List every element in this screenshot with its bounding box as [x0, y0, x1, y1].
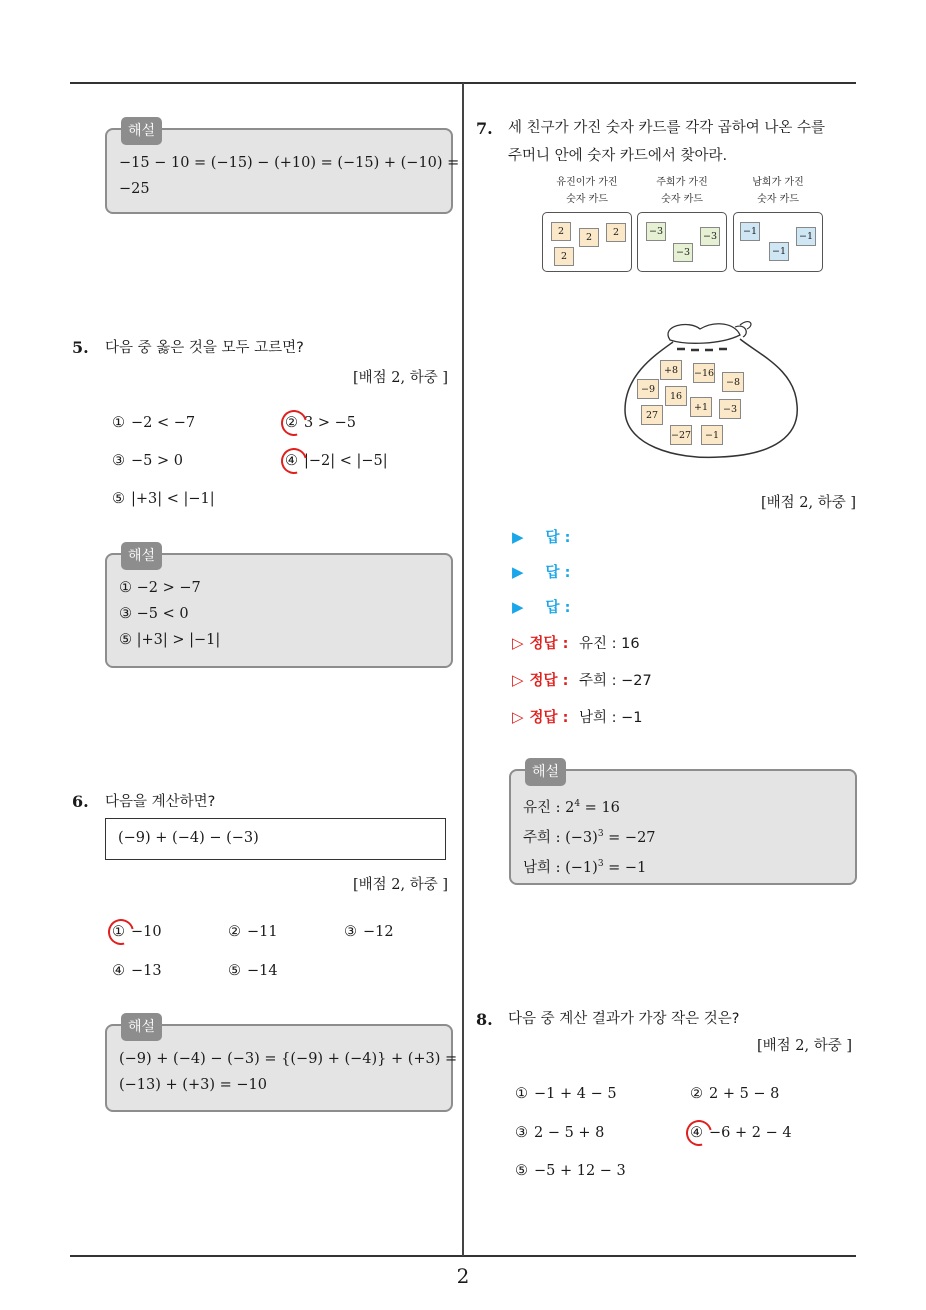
option-text: 2 + 5 − 8 [709, 1086, 780, 1102]
q6-text: 다음을 계산하면? [105, 794, 216, 810]
q7-text-line1: 세 친구가 가진 숫자 카드를 각각 곱하여 나온 수를 [508, 120, 826, 136]
card-group-juhee [637, 212, 727, 272]
option-text: −13 [131, 963, 162, 979]
q8-option-2[interactable] [690, 1086, 779, 1102]
option-text: −11 [247, 924, 278, 940]
option-number: ⑤ [112, 491, 125, 507]
option-number: ③ [112, 453, 125, 469]
bag-card: 16 [665, 386, 687, 406]
q5-option-5[interactable] [112, 491, 215, 507]
bag-card: −16 [693, 363, 715, 383]
option-number: ① [112, 415, 125, 431]
option-text: −5 + 12 − 3 [534, 1163, 626, 1179]
answer-label: 답 : [545, 565, 571, 581]
play-triangle-icon: ▶ [512, 563, 524, 581]
outline-triangle-icon: ▷ [512, 708, 524, 726]
q5-explanation-box [105, 548, 453, 668]
correct-answer-2 [512, 669, 652, 690]
option-number: ⑤ [515, 1163, 528, 1179]
number-card: −3 [646, 222, 666, 241]
bag-card: −9 [637, 379, 659, 399]
q7-number: 7. [476, 119, 493, 138]
option-text: 2 − 5 + 8 [534, 1125, 605, 1141]
number-card: −1 [740, 222, 760, 241]
page-number: 2 [456, 1264, 470, 1288]
option-number: ② [285, 415, 298, 431]
option-number: ⑤ [228, 963, 241, 979]
q4-explanation-box [105, 123, 460, 214]
explanation-tag: 해설 [121, 1013, 162, 1041]
correct-answer-text: 남희 : −1 [579, 710, 643, 726]
play-triangle-icon: ▶ [512, 598, 524, 616]
q8-option-4[interactable] [690, 1125, 792, 1141]
q4-explanation-line1: −15 − 10 = (−15) − (+10) = (−15) + (−10) = [119, 155, 460, 171]
correct-answer-1 [512, 632, 640, 653]
option-text: −12 [363, 924, 394, 940]
number-card: 2 [606, 223, 626, 242]
q7-score: [배점 2, 하중 ] [760, 495, 856, 511]
card-group-yujin [542, 212, 632, 272]
q7-text-line2: 주머니 안에 숫자 카드에서 찾아라. [508, 148, 728, 164]
q5-option-3[interactable] [112, 453, 183, 469]
q6-explanation-line: (−9) + (−4) − (−3) = {(−9) + (−4)} + (+3) = [119, 1051, 458, 1067]
bag-card: −3 [719, 399, 741, 419]
q5-option-2[interactable] [285, 415, 356, 431]
number-card: 2 [554, 247, 574, 266]
q7-explanation-line1: 유진 : $2^4 = 16$ [523, 799, 620, 816]
q7-explanation-box [509, 764, 857, 885]
option-text: 3 > −5 [304, 415, 356, 431]
explanation-tag: 해설 [525, 758, 566, 786]
q6-number: 6. [72, 792, 89, 811]
option-text: −1 + 4 − 5 [534, 1086, 617, 1102]
option-number: ③ [344, 924, 357, 940]
option-number: ④ [112, 963, 125, 979]
option-text: −14 [247, 963, 278, 979]
q4-explanation-line2: −25 [119, 181, 150, 197]
q6-option-4[interactable] [112, 963, 162, 979]
explanation-tag: 해설 [121, 542, 162, 570]
answer-mark-circle [276, 443, 312, 479]
q8-text: 다음 중 계산 결과가 가장 작은 것은? [508, 1011, 740, 1027]
bag-card: 27 [641, 405, 663, 425]
answer-line-3 [512, 596, 570, 617]
option-number: ① [515, 1086, 528, 1102]
q6-explanation-box [105, 1019, 458, 1112]
q5-explanation-line: ⑤ |+3| > |−1| [119, 632, 221, 648]
bag-card: +8 [660, 360, 682, 380]
outline-triangle-icon: ▷ [512, 634, 524, 652]
q6-option-1[interactable] [112, 924, 162, 940]
number-card: 2 [579, 228, 599, 247]
option-text: −10 [131, 924, 162, 940]
q6-option-2[interactable] [228, 924, 278, 940]
option-number: ③ [515, 1125, 528, 1141]
answer-line-1 [512, 526, 570, 547]
answer-mark-circle [276, 405, 312, 441]
column-divider [462, 83, 464, 1256]
correct-label: 정답 : [529, 710, 569, 726]
explanation-tag: 해설 [121, 117, 162, 145]
option-number: ① [112, 924, 125, 940]
answer-line-2 [512, 561, 570, 582]
number-card: −3 [673, 243, 693, 262]
q5-number: 5. [72, 338, 89, 357]
q5-explanation-line: ③ −5 < 0 [119, 606, 189, 622]
card-group-label-yujin: 유진이가 가진 숫자 카드 [556, 177, 618, 205]
number-card: 2 [551, 222, 571, 241]
bag-card: +1 [690, 397, 712, 417]
q5-option-1[interactable] [112, 415, 195, 431]
bag-card: −27 [670, 425, 692, 445]
card-group-label-namhee: 남희가 가진 숫자 카드 [752, 177, 804, 205]
q6-expression-box: (−9) + (−4) − (−3) [105, 818, 446, 860]
option-number: ④ [285, 453, 298, 469]
option-number: ② [228, 924, 241, 940]
q8-score: [배점 2, 하중 ] [756, 1038, 852, 1054]
card-group-namhee [733, 212, 823, 272]
q5-score: [배점 2, 하중 ] [352, 370, 448, 386]
answer-label: 답 : [545, 600, 571, 616]
option-number: ② [690, 1086, 703, 1102]
q6-option-3[interactable] [344, 924, 394, 940]
q7-explanation-line3: 남희 : $(-1)^3 = -1$ [523, 858, 647, 876]
option-number: ④ [690, 1125, 703, 1141]
answer-mark-circle [103, 914, 139, 950]
number-card: −1 [796, 227, 816, 246]
bag-card: −8 [722, 372, 744, 392]
answer-label: 답 : [545, 530, 571, 546]
card-group-label-juhee: 주희가 가진 숫자 카드 [656, 177, 708, 205]
play-triangle-icon: ▶ [512, 528, 524, 546]
correct-answer-text: 유진 : 16 [579, 636, 640, 652]
correct-answer-text: 주희 : −27 [579, 673, 652, 689]
option-text: |−2| < |−5| [304, 453, 388, 469]
q5-explanation-line: ① −2 > −7 [119, 580, 201, 596]
q6-option-5[interactable] [228, 963, 278, 979]
q6-explanation-line: (−13) + (+3) = −10 [119, 1077, 267, 1093]
option-text: −6 + 2 − 4 [709, 1125, 792, 1141]
q6-score: [배점 2, 하중 ] [352, 877, 448, 893]
correct-answer-3 [512, 706, 643, 727]
outline-triangle-icon: ▷ [512, 671, 524, 689]
q7-explanation-line2: 주희 : $(-3)^3 = -27$ [523, 828, 656, 846]
q8-option-3[interactable] [515, 1125, 604, 1141]
option-text: −2 < −7 [131, 415, 196, 431]
number-card: −1 [769, 242, 789, 261]
bag-card: −1 [701, 425, 723, 445]
pouch-illustration [615, 315, 815, 465]
option-text: −5 > 0 [131, 453, 183, 469]
q5-text: 다음 중 옳은 것을 모두 고르면? [105, 340, 304, 356]
q8-option-5[interactable] [515, 1163, 626, 1179]
correct-label: 정답 : [529, 673, 569, 689]
answer-mark-circle [681, 1115, 717, 1151]
number-card: −3 [700, 227, 720, 246]
q8-option-1[interactable] [515, 1086, 617, 1102]
correct-label: 정답 : [529, 636, 569, 652]
q8-number: 8. [476, 1010, 493, 1029]
option-text: |+3| < |−1| [131, 491, 215, 507]
q5-option-4[interactable] [285, 453, 388, 469]
